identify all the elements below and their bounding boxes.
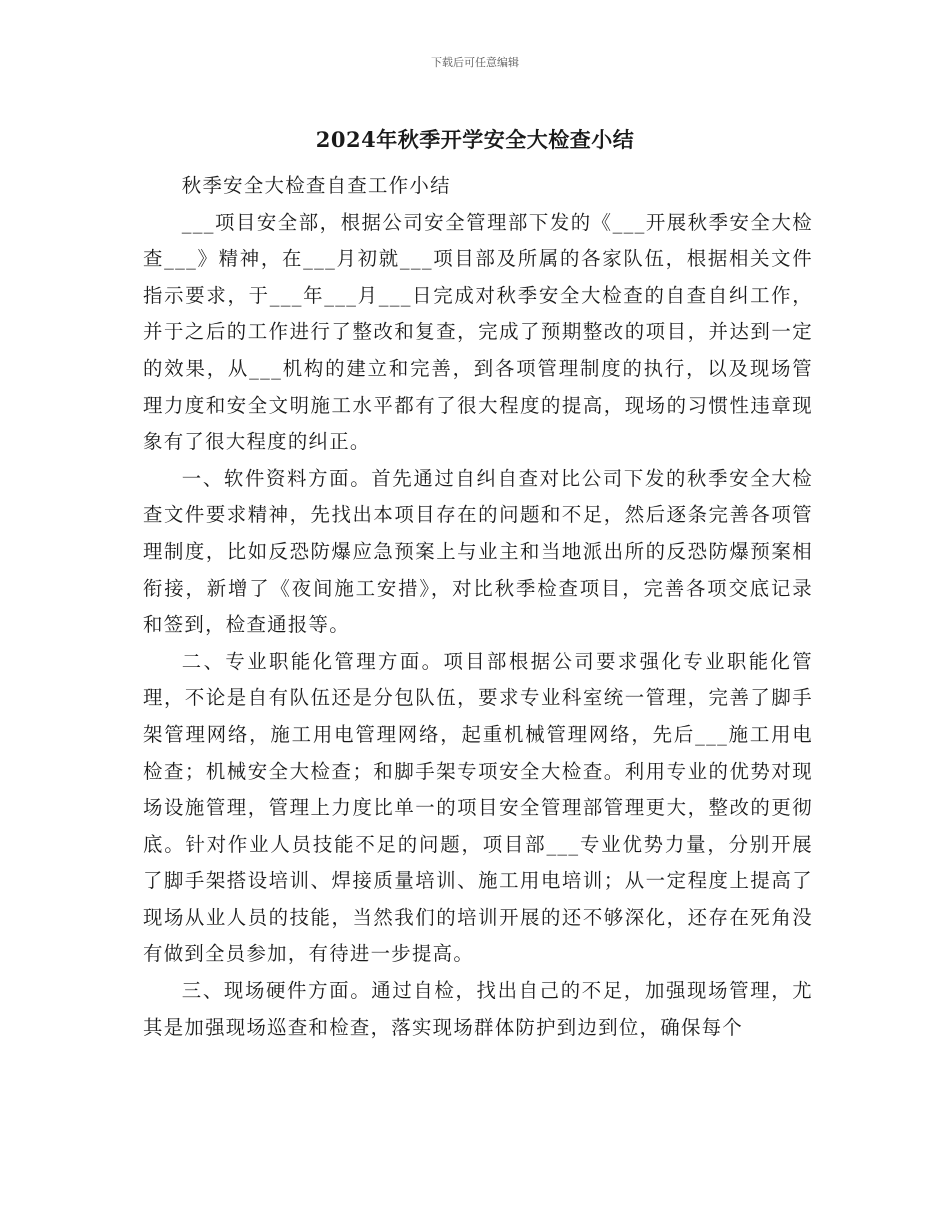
paragraph-hardware: 三、现场硬件方面。通过自检，找出自己的不足，加强现场管理，尤其是加强现场巡查和检查，落实现场群体防护到边到位，确保每个 (143, 979, 813, 1039)
paragraph-professional: 二、专业职能化管理方面。项目部根据公司要求强化专业职能化管理，不论是自有队伍还是分包队伍，要求专业科室统一管理，完善了脚手架管理网络，施工用电管理网络，起重机械管理网络，先后___施工用电检查；机械安全大检查；和脚手架专项安全大检查。利用专业的优势对现场设施管理，管理上力度比单一的项目安全管理部管理更大，整改的更彻底。针对作业人员技能不足的问题，项目部___专业优势力量，分别开展了脚手架搭设培训、焊接质量培训、施工用电培训；从一定程度上提高了现场从业人员的技能，当然我们的培训开展的还不够深化，还存在死角没有做到全员参加，有待进一步提高。 (143, 649, 813, 966)
paragraph-intro: ___项目安全部，根据公司安全管理部下发的《___开展秋季安全大检查___》精神，在___月初就___项目部及所属的各家队伍，根据相关文件指示要求，于___年___月___日完成对秋季安全大检查的自查自纠工作，并于之后的工作进行了整改和复查，完成了预期整改的项目，并达到一定的效果，从___机构的建立和完善，到各项管理制度的执行，以及现场管理力度和安全文明施工水平都有了很大程度的提高，现场的习惯性违章现象有了很大程度的纠正。 (143, 210, 813, 454)
document-body (143, 168, 813, 1046)
paragraph-software: 一、软件资料方面。首先通过自纠自查对比公司下发的秋季安全大检查文件要求精神，先找出本项目存在的问题和不足，然后逐条完善各项管理制度，比如反恐防爆应急预案上与业主和当地派出所的反恐防爆预案相衔接，新增了《夜间施工安措》，对比秋季检查项目，完善各项交底记录和签到，检查通报等。 (143, 466, 813, 637)
header-note: 下载后可任意编辑 (431, 56, 519, 69)
document-title: 2024年秋季开学安全大检查小结 (315, 127, 635, 152)
paragraph-subtitle: 秋季安全大检查自查工作小结 (181, 174, 451, 197)
